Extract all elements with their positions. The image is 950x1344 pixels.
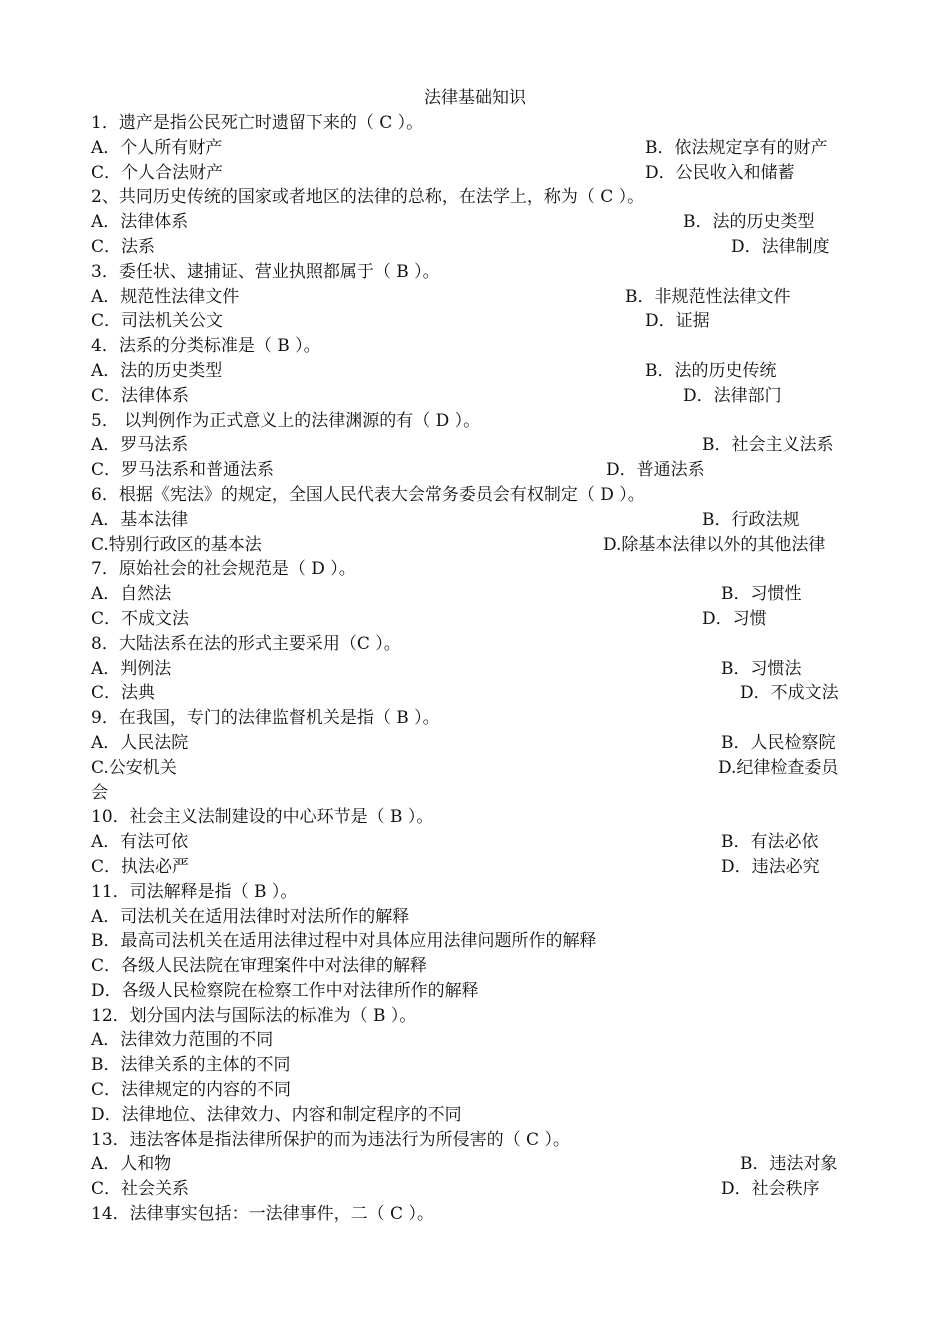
option-right: B．社会主义法系 bbox=[702, 435, 834, 456]
option-row bbox=[91, 657, 871, 682]
line-text: A．人民法院 bbox=[91, 732, 189, 753]
option-right: B．法的历史类型 bbox=[683, 212, 815, 233]
option-row bbox=[91, 1177, 871, 1202]
question-line bbox=[91, 1128, 871, 1153]
option-row bbox=[91, 508, 871, 533]
option-row bbox=[91, 235, 871, 260]
option-row bbox=[91, 210, 871, 235]
question-line bbox=[91, 805, 871, 830]
question-line bbox=[91, 1004, 871, 1029]
line-text: 8．大陆法系在法的形式主要采用（C ）。 bbox=[91, 633, 401, 654]
question-line bbox=[91, 979, 871, 1004]
line-text: A．基本法律 bbox=[91, 509, 189, 530]
question-list bbox=[91, 111, 871, 1227]
option-row bbox=[91, 285, 871, 310]
line-text: C．罗马法系和普通法系 bbox=[91, 460, 275, 481]
line-text: C．法律体系 bbox=[91, 385, 190, 406]
option-row bbox=[91, 756, 871, 781]
option-right: B．法的历史传统 bbox=[645, 360, 777, 381]
option-right: B．人民检察院 bbox=[721, 732, 836, 753]
line-text: 会 bbox=[91, 782, 108, 803]
line-text: C.特别行政区的基本法 bbox=[91, 534, 262, 555]
option-row bbox=[91, 855, 871, 880]
option-row bbox=[91, 136, 871, 161]
line-text: C．法典 bbox=[91, 683, 156, 704]
option-right: B．行政法规 bbox=[702, 509, 800, 530]
line-text: C．个人合法财产 bbox=[91, 162, 224, 183]
line-text: C．执法必严 bbox=[91, 856, 190, 877]
question-line bbox=[91, 1078, 871, 1103]
line-text: C．司法机关公文 bbox=[91, 311, 224, 332]
line-text: 6．根据《宪法》的规定，全国人民代表大会常务委员会有权制定（ D ）。 bbox=[91, 484, 645, 505]
question-line bbox=[91, 1103, 871, 1128]
option-right: B．违法对象 bbox=[740, 1154, 838, 1175]
line-text: A．自然法 bbox=[91, 584, 172, 605]
line-text: 7．原始社会的社会规范是（ D ）。 bbox=[91, 559, 356, 580]
line-text: A．法的历史类型 bbox=[91, 360, 223, 381]
option-row bbox=[91, 607, 871, 632]
option-right: B．习惯性 bbox=[721, 584, 802, 605]
line-text: A．规范性法律文件 bbox=[91, 286, 240, 307]
question-line bbox=[91, 483, 871, 508]
option-right: B．非规范性法律文件 bbox=[625, 286, 791, 307]
option-right: B．有法必依 bbox=[721, 832, 819, 853]
line-text: C．法系 bbox=[91, 236, 156, 257]
question-line bbox=[91, 111, 871, 136]
line-text: 12．划分国内法与国际法的标准为（ B ）。 bbox=[91, 1005, 417, 1026]
option-right: D．违法必究 bbox=[721, 856, 820, 877]
option-row bbox=[91, 433, 871, 458]
question-line bbox=[91, 929, 871, 954]
option-right: D．法律制度 bbox=[731, 236, 830, 257]
line-text: 9．在我国，专门的法律监督机关是指（ B ）。 bbox=[91, 708, 440, 729]
option-right: D．不成文法 bbox=[740, 683, 839, 704]
option-row bbox=[91, 533, 871, 558]
line-text: 5． 以判例作为正式意义上的法律渊源的有（ D ）。 bbox=[91, 410, 481, 431]
line-text: C．社会关系 bbox=[91, 1179, 190, 1200]
option-row bbox=[91, 384, 871, 409]
option-right: D.除基本法律以外的其他法律 bbox=[603, 534, 826, 555]
line-text: 3．委任状、逮捕证、营业执照都属于（ B ）。 bbox=[91, 261, 440, 282]
option-right: D．社会秩序 bbox=[721, 1179, 820, 1200]
question-line bbox=[91, 632, 871, 657]
line-text: 10．社会主义法制建设的中心环节是（ B ）。 bbox=[91, 807, 434, 828]
option-right: D．习惯 bbox=[702, 608, 767, 629]
line-text: A．法律效力范围的不同 bbox=[91, 1030, 274, 1051]
line-text: 13．违法客体是指法律所保护的而为违法行为所侵害的（ C ）。 bbox=[91, 1129, 570, 1150]
line-text: D．法律地位、法律效力、内容和制定程序的不同 bbox=[91, 1104, 462, 1125]
option-right: D.纪律检查委员 bbox=[718, 757, 839, 778]
question-line bbox=[91, 1053, 871, 1078]
line-text: C．不成文法 bbox=[91, 608, 190, 629]
option-right: B．习惯法 bbox=[721, 658, 802, 679]
line-text: A．法律体系 bbox=[91, 212, 189, 233]
question-line bbox=[91, 905, 871, 930]
option-right: D．普通法系 bbox=[606, 460, 705, 481]
option-row bbox=[91, 309, 871, 334]
line-text: A．判例法 bbox=[91, 658, 172, 679]
line-text: A．司法机关在适用法律时对法所作的解释 bbox=[91, 906, 410, 927]
line-text: A．人和物 bbox=[91, 1154, 172, 1175]
option-row bbox=[91, 161, 871, 186]
line-text: 1．遗产是指公民死亡时遗留下来的（ C ）。 bbox=[91, 113, 424, 133]
line-text: A．罗马法系 bbox=[91, 435, 189, 456]
option-row bbox=[91, 458, 871, 483]
line-text: B．法律关系的主体的不同 bbox=[91, 1055, 291, 1076]
option-row bbox=[91, 681, 871, 706]
question-line bbox=[91, 185, 871, 210]
line-text: 11．司法解释是指（ B ）。 bbox=[91, 881, 298, 902]
question-line bbox=[91, 557, 871, 582]
question-line bbox=[91, 409, 871, 434]
option-right: B．依法规定享有的财产 bbox=[645, 137, 828, 158]
option-row bbox=[91, 359, 871, 384]
option-right: D．公民收入和储蓄 bbox=[645, 162, 795, 183]
line-text: 2、共同历史传统的国家或者地区的法律的总称，在法学上，称为（ C ）。 bbox=[91, 187, 645, 208]
line-text: D．各级人民检察院在检察工作中对法律所作的解释 bbox=[91, 980, 479, 1001]
line-text: A．个人所有财产 bbox=[91, 137, 223, 158]
question-line bbox=[91, 334, 871, 359]
line-text: C．法律规定的内容的不同 bbox=[91, 1080, 292, 1101]
line-text: B．最高司法机关在适用法律过程中对具体应用法律问题所作的解释 bbox=[91, 931, 597, 952]
question-line bbox=[91, 781, 871, 806]
question-line bbox=[91, 1028, 871, 1053]
line-text: 14．法律事实包括：一法律事件，二（ C ）。 bbox=[91, 1204, 434, 1225]
document-title: 法律基础知识 bbox=[424, 88, 526, 108]
question-line bbox=[91, 260, 871, 285]
question-line bbox=[91, 1202, 871, 1227]
option-row bbox=[91, 1152, 871, 1177]
question-line bbox=[91, 880, 871, 905]
line-text: C．各级人民法院在审理案件中对法律的解释 bbox=[91, 956, 428, 977]
option-row bbox=[91, 582, 871, 607]
option-row bbox=[91, 731, 871, 756]
option-right: D．法律部门 bbox=[683, 385, 782, 406]
question-line bbox=[91, 706, 871, 731]
option-right: D．证据 bbox=[645, 311, 710, 332]
line-text: 4．法系的分类标准是（ B ）。 bbox=[91, 336, 321, 357]
line-text: A．有法可依 bbox=[91, 832, 189, 853]
question-line bbox=[91, 954, 871, 979]
line-text: C.公安机关 bbox=[91, 757, 177, 778]
option-row bbox=[91, 830, 871, 855]
